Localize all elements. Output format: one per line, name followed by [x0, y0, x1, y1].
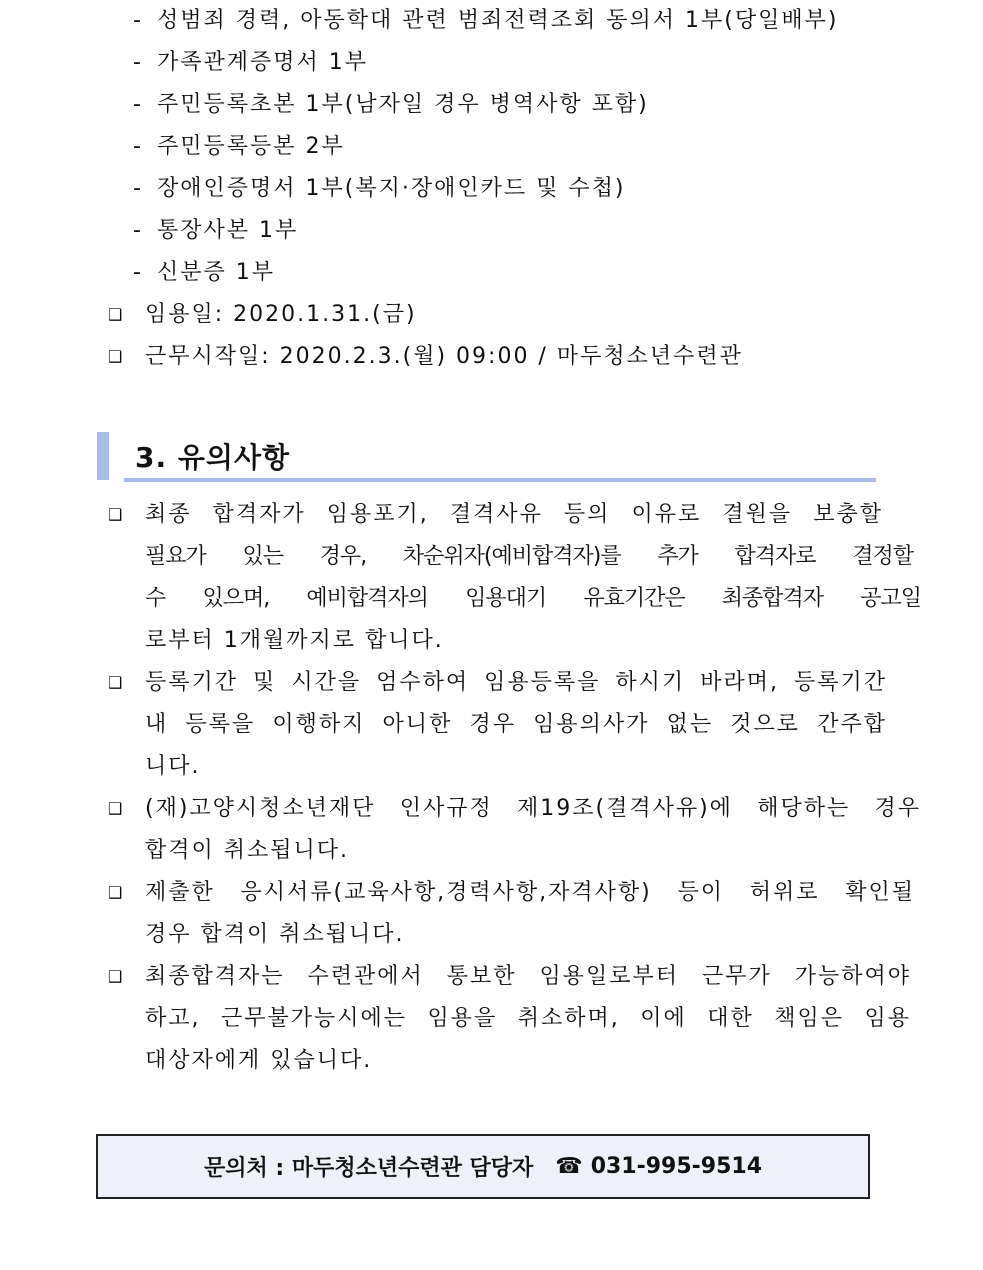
checkbox-bullet-icon: ❑	[108, 673, 123, 692]
list-dash: -	[133, 260, 141, 285]
list-dash: -	[133, 218, 141, 243]
note-line: 최종합격자는 수련관에서 통보한 임용일로부터 근무가 가능하여야	[145, 964, 911, 989]
contact-box	[96, 1134, 870, 1199]
doc-item: 신분증 1부	[157, 260, 275, 285]
note-line: 제출한 응시서류(교육사항,경력사항,자격사항) 등이 허위로 확인될	[145, 880, 915, 905]
note-line: 등록기간 및 시간을 엄수하여 임용등록을 하시기 바라며, 등록기간	[145, 670, 887, 695]
phone-icon: ☎	[555, 1154, 583, 1179]
note-line: 대상자에게 있습니다.	[145, 1048, 373, 1073]
list-dash: -	[133, 8, 141, 33]
note-item	[145, 956, 911, 1082]
checkbox-bullet-icon: ❑	[108, 505, 123, 524]
list-dash: -	[133, 92, 141, 117]
note-line: 수 있으며, 예비합격자의 임용대기 유효기간은 최종합격자 공고일	[145, 586, 921, 611]
note-item	[145, 662, 887, 788]
section-title: 3. 유의사항	[135, 441, 291, 474]
work-start-date: 근무시작일: 2020.2.3.(월) 09:00 / 마두청소년수련관	[145, 344, 743, 369]
doc-item: 통장사본 1부	[157, 218, 299, 243]
note-line: 합격이 취소됩니다.	[145, 838, 350, 863]
doc-item: 장애인증명서 1부(복지·장애인카드 및 수첩)	[157, 176, 626, 201]
section-underline	[124, 478, 876, 482]
doc-item: 가족관계증명서 1부	[157, 50, 369, 75]
note-line: (재)고양시청소년재단 인사규정 제19조(결격사유)에 해당하는 경우	[145, 796, 921, 821]
checkbox-bullet-icon: ❑	[108, 799, 123, 818]
note-line: 니다.	[145, 754, 201, 779]
checkbox-bullet-icon: ❑	[108, 883, 123, 902]
note-item	[145, 788, 921, 872]
note-item	[145, 494, 921, 662]
contact-phone: 031-995-9514	[590, 1154, 763, 1179]
doc-item: 주민등록초본 1부(남자일 경우 병역사항 포함)	[157, 92, 649, 117]
appointment-date: 임용일: 2020.1.31.(금)	[145, 302, 417, 327]
note-line: 필요가 있는 경우, 차순위자(예비합격자)를 추가 합격자로 결정할	[145, 544, 913, 569]
note-line: 최종 합격자가 임용포기, 결격사유 등의 이유로 결원을 보충할	[145, 502, 883, 527]
list-dash: -	[133, 134, 141, 159]
note-line: 경우 합격이 취소됩니다.	[145, 922, 405, 947]
note-line: 하고, 근무불가능시에는 임용을 취소하며, 이에 대한 책임은 임용	[145, 1006, 911, 1031]
checkbox-bullet-icon: ❑	[108, 967, 123, 986]
note-item	[145, 872, 915, 956]
note-line: 내 등록을 이행하지 아니한 경우 임용의사가 없는 것으로 간주합	[145, 712, 887, 737]
checkbox-bullet-icon: ❑	[108, 305, 123, 324]
doc-item: 성범죄 경력, 아동학대 관련 범죄전력조회 동의서 1부(당일배부)	[157, 8, 839, 33]
note-line: 로부터 1개월까지로 합니다.	[145, 628, 444, 653]
list-dash: -	[133, 176, 141, 201]
doc-item: 주민등록등본 2부	[157, 134, 345, 159]
contact-label: 문의처 : 마두청소년수련관 담당자	[203, 1156, 534, 1181]
section-accent-bar	[97, 432, 109, 480]
checkbox-bullet-icon: ❑	[108, 347, 123, 366]
list-dash: -	[133, 50, 141, 75]
